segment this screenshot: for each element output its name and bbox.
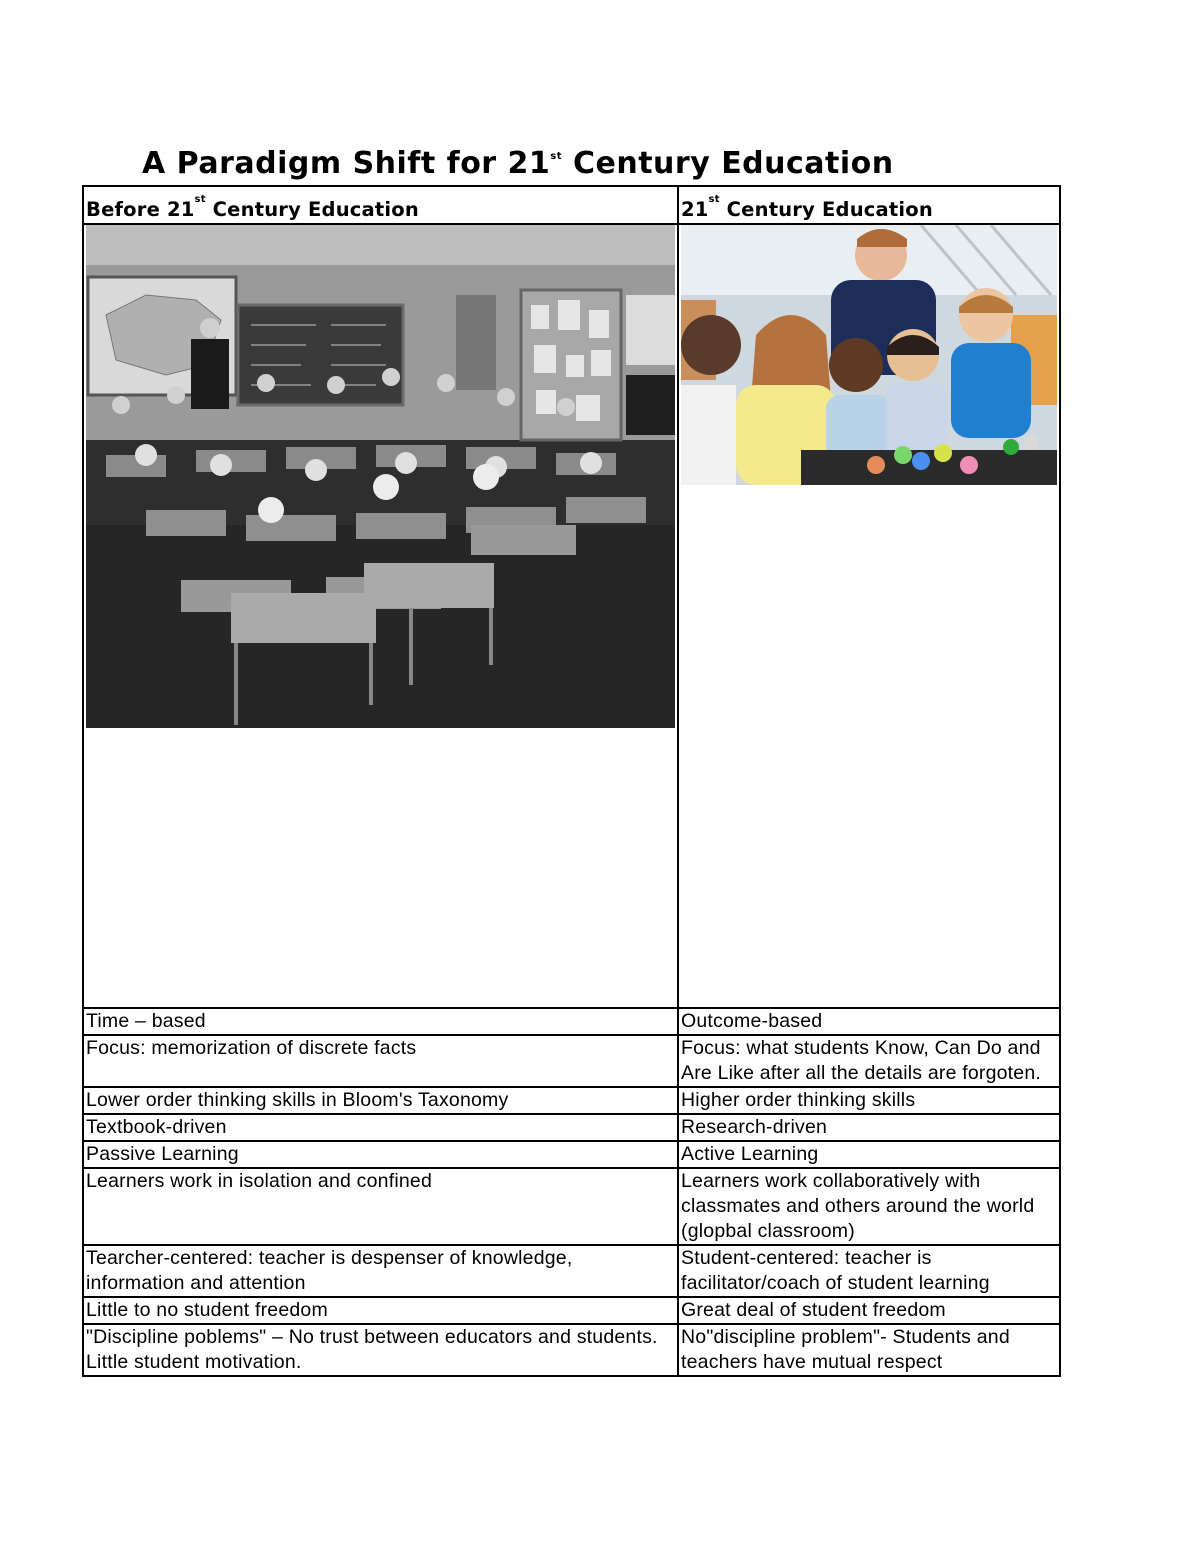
table-row xyxy=(83,1324,1060,1376)
table-row xyxy=(83,1035,1060,1087)
page-title: A Paradigm Shift for 21st Century Education xyxy=(142,146,894,181)
table-row xyxy=(83,1114,1060,1141)
before-cell: Textbook-driven xyxy=(83,1114,678,1141)
traditional-classroom-photo xyxy=(86,225,675,728)
before-cell: Tearcher-centered: teacher is despenser of knowledge, information and attention xyxy=(83,1245,678,1297)
photo-cell-before xyxy=(83,224,678,1008)
before-cell: Learners work in isolation and confined xyxy=(83,1168,678,1245)
table-row xyxy=(83,1008,1060,1035)
photo-cell-21st xyxy=(678,224,1060,1008)
before-cell: Time – based xyxy=(83,1008,678,1035)
before-cell: Little to no student freedom xyxy=(83,1297,678,1324)
table-row xyxy=(83,1168,1060,1245)
header-row xyxy=(83,186,1060,224)
table-row xyxy=(83,1245,1060,1297)
before-cell: "Discipline poblems" – No trust between educators and students. Little student motivation. xyxy=(83,1324,678,1376)
before-cell: Passive Learning xyxy=(83,1141,678,1168)
header-21st: 21st Century Education xyxy=(678,186,1060,224)
table-row xyxy=(83,1141,1060,1168)
after-cell: Higher order thinking skills xyxy=(678,1087,1060,1114)
after-cell: Research-driven xyxy=(678,1114,1060,1141)
after-cell: Learners work collaboratively with classmates and others around the world (glopbal classroom) xyxy=(678,1168,1060,1245)
after-cell: Student-centered: teacher is facilitator/coach of student learning xyxy=(678,1245,1060,1297)
after-cell: Great deal of student freedom xyxy=(678,1297,1060,1324)
table-row xyxy=(83,1297,1060,1324)
before-cell: Focus: memorization of discrete facts xyxy=(83,1035,678,1087)
comparison-table xyxy=(82,185,1061,1377)
after-cell: No"discipline problem"- Students and teachers have mutual respect xyxy=(678,1324,1060,1376)
after-cell: Active Learning xyxy=(678,1141,1060,1168)
science-experiment-photo xyxy=(681,225,1057,485)
after-cell: Outcome-based xyxy=(678,1008,1060,1035)
photo-row xyxy=(83,224,1060,1008)
header-before: Before 21st Century Education xyxy=(83,186,678,224)
table-row xyxy=(83,1087,1060,1114)
after-cell: Focus: what students Know, Can Do and Are Like after all the details are forgoten. xyxy=(678,1035,1060,1087)
before-cell: Lower order thinking skills in Bloom's Taxonomy xyxy=(83,1087,678,1114)
